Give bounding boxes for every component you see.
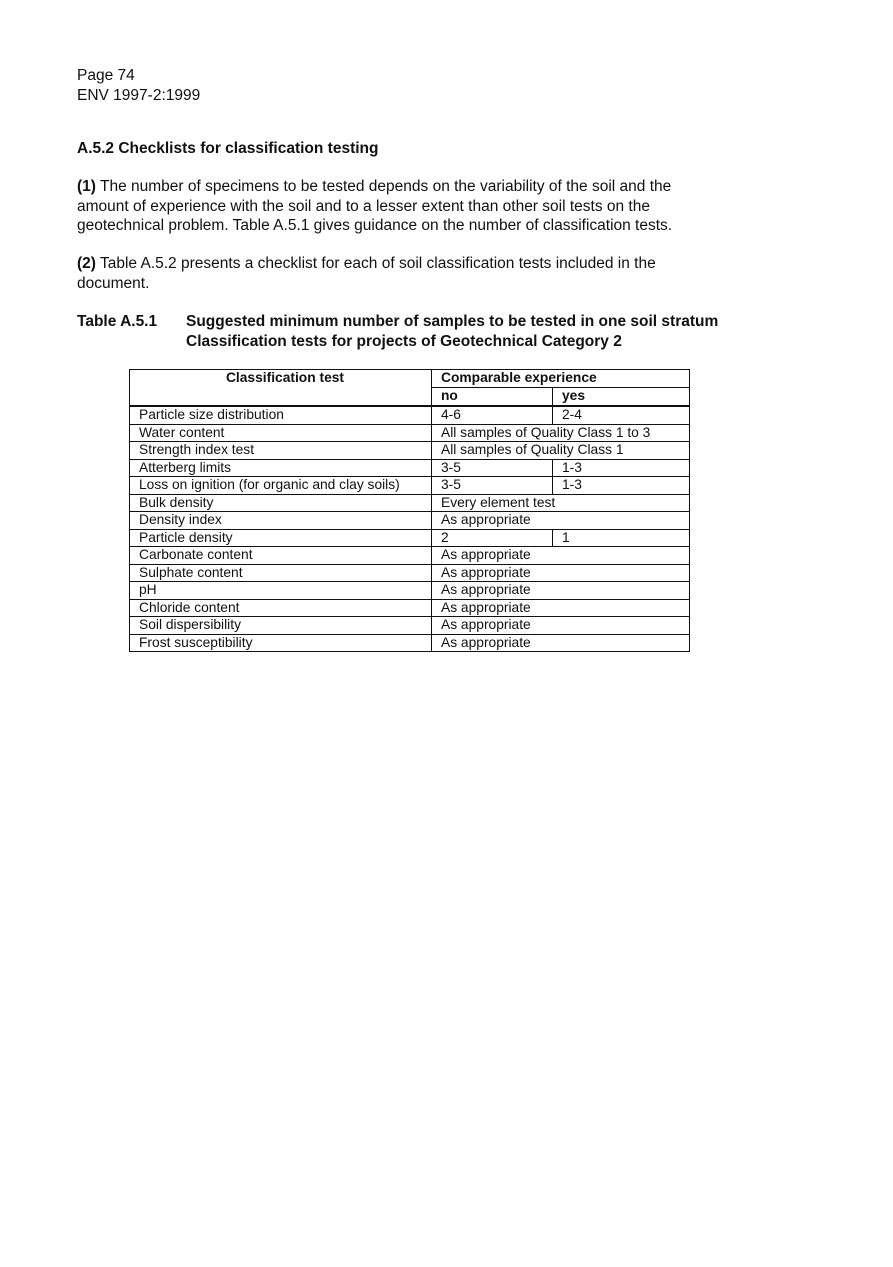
cell-merged-value: As appropriate [432, 634, 690, 652]
cell-merged-value: As appropriate [432, 582, 690, 600]
cell-test-name: Strength index test [130, 442, 432, 460]
table-row [130, 459, 690, 477]
page-number: Page 74 [77, 67, 135, 84]
cell-test-name: Soil dispersibility [130, 617, 432, 635]
table-caption-text: Suggested minimum number of samples to be tested in one soil stratum Classification tests for projects of Geotechnical Category 2 [186, 313, 719, 350]
document-id: ENV 1997-2:1999 [77, 87, 201, 104]
cell-merged-value: As appropriate [432, 599, 690, 617]
cell-merged-value: Every element test [432, 494, 690, 512]
table-row [130, 477, 690, 495]
cell-merged-value: As appropriate [432, 564, 690, 582]
cell-test-name: Sulphate content [130, 564, 432, 582]
table-row [130, 512, 690, 530]
header-yes: yes [553, 388, 690, 407]
cell-test-name: Particle density [130, 529, 432, 547]
table-row [130, 494, 690, 512]
cell-test-name: pH [130, 582, 432, 600]
cell-yes-value: 1-3 [553, 477, 690, 495]
header-classification-test: Classification test [130, 370, 432, 407]
table-label: Table A.5.1 [77, 313, 158, 330]
cell-test-name: Frost susceptibility [130, 634, 432, 652]
cell-test-name: Bulk density [130, 494, 432, 512]
cell-yes-value: 1-3 [553, 459, 690, 477]
table-body [130, 406, 690, 652]
cell-no-value: 3-5 [432, 459, 553, 477]
cell-merged-value: As appropriate [432, 617, 690, 635]
header-comparable-experience: Comparable experience [432, 370, 690, 388]
table-header-row [130, 370, 690, 388]
table-row [130, 442, 690, 460]
cell-test-name: Atterberg limits [130, 459, 432, 477]
cell-test-name: Particle size distribution [130, 406, 432, 424]
table-row [130, 529, 690, 547]
cell-merged-value: All samples of Quality Class 1 [432, 442, 690, 460]
cell-test-name: Water content [130, 424, 432, 442]
section-heading: A.5.2 Checklists for classification testing [77, 140, 379, 157]
paragraph-text: The number of specimens to be tested depends on the variability of the soil and the amount of experience with the soil and to a lesser extent than other soil tests on the geotechnical problem. Table A.5.1 gives guidance on the number of classification tests. [77, 178, 673, 234]
paragraph-number: (2) [77, 255, 96, 272]
cell-test-name: Density index [130, 512, 432, 530]
paragraph-2 [77, 254, 727, 293]
table-row [130, 634, 690, 652]
cell-merged-value: All samples of Quality Class 1 to 3 [432, 424, 690, 442]
table-row [130, 406, 690, 424]
cell-no-value: 4-6 [432, 406, 553, 424]
cell-test-name: Chloride content [130, 599, 432, 617]
cell-test-name: Loss on ignition (for organic and clay soils) [130, 477, 432, 495]
cell-no-value: 3-5 [432, 477, 553, 495]
table-row [130, 582, 690, 600]
table-row [130, 424, 690, 442]
table-row [130, 547, 690, 565]
cell-yes-value: 1 [553, 529, 690, 547]
table-row [130, 617, 690, 635]
paragraph-number: (1) [77, 178, 96, 195]
paragraph-1 [77, 177, 727, 236]
cell-yes-value: 2-4 [553, 406, 690, 424]
cell-no-value: 2 [432, 529, 553, 547]
cell-merged-value: As appropriate [432, 512, 690, 530]
header-no: no [432, 388, 553, 407]
table-row [130, 599, 690, 617]
table-row [130, 564, 690, 582]
cell-test-name: Carbonate content [130, 547, 432, 565]
cell-merged-value: As appropriate [432, 547, 690, 565]
classification-table [129, 369, 690, 652]
paragraph-text: Table A.5.2 presents a checklist for each of soil classification tests included in the document. [77, 255, 656, 292]
